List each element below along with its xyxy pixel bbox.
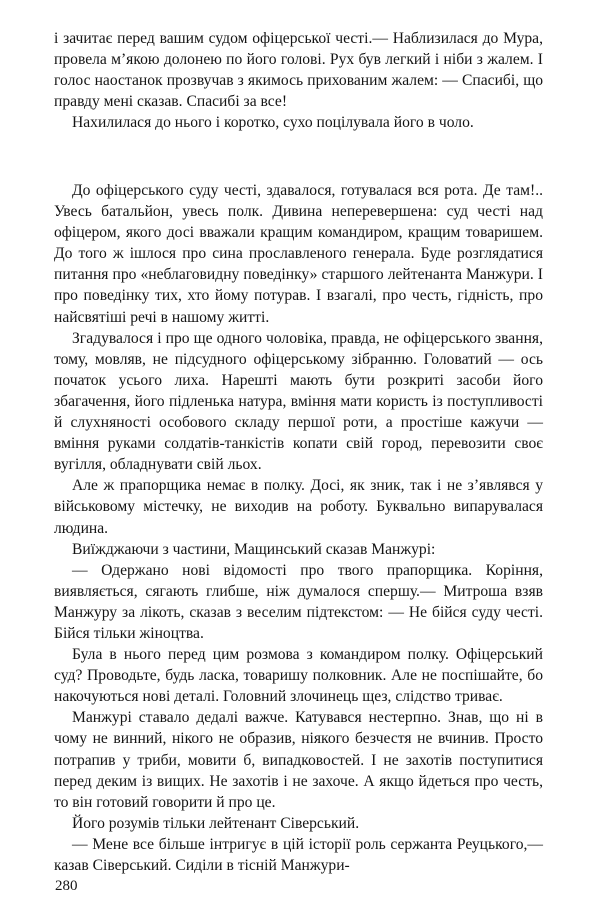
- paragraph: — Мене все більше інтригує в цій історії роль сержанта Реуцького,— казав Сіверський. Сиділи в тісній Манжури-: [54, 835, 543, 874]
- paragraph: Манжурі ставало дедалі важче. Катувався нестерпно. Знав, що ні в чому не винний, нікого не образив, ніякого безчестя не вчинив. Просто потрапив у триби, мовити б, випадковостей. І не захотів поступитися перед деким із вищих. Не захотів і не захоче. А якщо йдеться про честь, то він готовий говорити й про це.: [54, 709, 543, 811]
- text-block-top: [54, 28, 543, 133]
- page-number: 280: [55, 878, 78, 894]
- paragraph: До офіцерського суду честі, здавалося, готувалася вся рота. Де там!.. Увесь батальйон, увесь полк. Дивина неперевершена: суд честі над офіцером, якого досі вважали кращим командиром, кращим товаришем. До того ж ішлося про сина прославленого генерала. Буде розглядатися питання про «неблаговидну поведінку» старшого лейтенанта Манжури. І про поведінку тих, хто йому потурав. І взагалі, про честь, гідність, про найсвятіші речі в нашому житті.: [54, 182, 543, 326]
- paragraph: Нахилилася до нього і коротко, сухо поцілувала його в чоло.: [72, 114, 474, 132]
- paragraph: Була в нього перед цим розмова з командиром полку. Офіцерський суд? Проводьте, будь ласка, товаришу полковник. Але не поспішайте, бо накочуються нові деталі. Головний злочинець щез, слідство триває.: [54, 646, 543, 706]
- paragraph: Але ж прапорщика немає в полку. Досі, як зник, так і не з’являвся у військовому містечку, не виходив на роботу. Буквально випарувалася людина.: [54, 477, 543, 537]
- paragraph: Його розумів тільки лейтенант Сіверський.: [72, 814, 360, 832]
- paragraph: Згадувалося і про ще одного чоловіка, правда, не офіцерського звання, тому, мовляв, не підсудного офіцерському зібранню. Головатий — ось початок усього лиха. Нарешті мають бути розкриті засоби його збагачення, його підленька натура, вміння мати користь із поступливості й слухняності особового складу першої роти, а простіше кажучи — вміння руками солдатів-танкістів копати свій город, перевозити своє вугілля, обладнувати свій льох.: [54, 329, 543, 474]
- paragraph: — Одержано нові відомості про твого прапорщика. Коріння, виявляється, сягають глибше, ніж думалося спершу.— Митроша взяв Манжуру за лікоть, сказав з веселим підтекстом: — Не бійся суду честі. Бійся тільки жіноцтва.: [54, 561, 543, 642]
- paragraph: і зачитає перед вашим судом офіцерської честі.— Наблизилася до Мура, провела м’якою долонею по його голові. Рух був легкий і ніби з жалем. І голос наостанок прозвучав з якимось прихованим жалем: — Спасибі, що правду мені сказав. Спасибі за все!: [54, 30, 543, 111]
- paragraph: Виїжджаючи з частини, Мащинський сказав Манжурі:: [72, 540, 436, 558]
- text-block-main: [54, 180, 543, 876]
